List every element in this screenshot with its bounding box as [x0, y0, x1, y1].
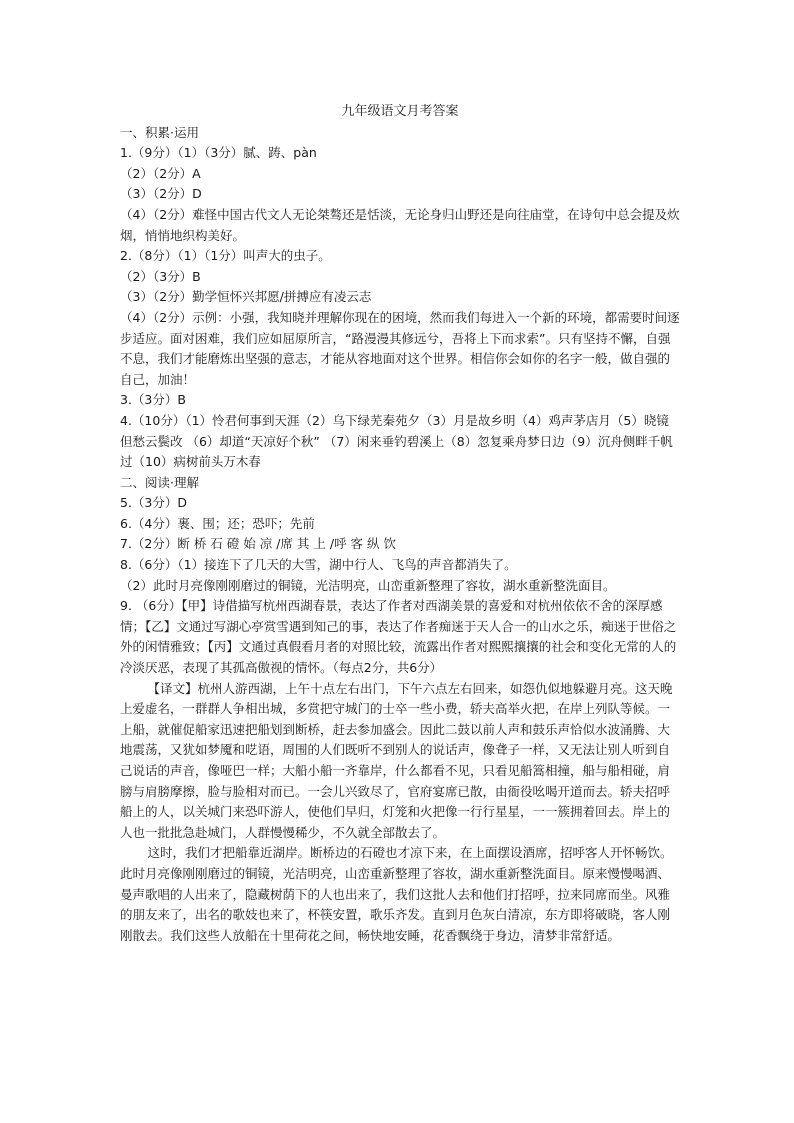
section-heading-2: 二、阅读·理解 — [120, 474, 199, 490]
answer-line: 1.（9分）（1）（3分）腻、踌、pàn — [120, 145, 317, 161]
answer-line: 3.（3分）B — [120, 392, 186, 408]
answer-paragraph: 4.（10分）（1）怜君何事到天涯（2）乌下绿芜秦苑夕（3）月是故乡明（4）鸡声茅店月（5）晓镜但愁云鬓改 （6）却道“天凉好个秋” （7）闲来垂钓碧溪上（8）忽复乘舟梦日边（9）沉舟侧畔千帆过（10）病树前头万木春 — [120, 412, 673, 470]
answer-sheet — [120, 102, 680, 946]
answer-line: 2.（8分）（1）（1分）叫声大的虫子。 — [120, 248, 331, 264]
answer-line: 6.（4分）裹、围；还；恐吓；先前 — [120, 515, 315, 531]
answer-line: 7.（2分）断 桥 石 磴 始 凉 /席 其 上 /呼 客 纵 饮 — [120, 536, 396, 552]
section-heading-1: 一、积累·运用 — [120, 124, 199, 140]
answer-line: （3）（2分）D — [120, 186, 202, 202]
answer-line: （3）（2分）勤学恒怀兴邦愿/拼搏应有凌云志 — [120, 289, 372, 305]
translation-paragraph: 这时，我们才把船靠近湖岸。断桥边的石磴也才凉下来，在上面摆设酒席，招呼客人开怀畅饮。此时月亮像刚刚磨过的铜镜，光洁明亮，山峦重新整理了容妆，湖水重新整洗面目。原来慢慢喝酒、曼声歌唱的人出来了，隐藏树荫下的人也出来了，我们这批人去和他们打招呼，拉来同席而坐。风雅的朋友来了，出名的歌妓也来了，杯筷安置，歌乐齐发。直到月色灰白清凉，东方即将破晓，客人刚刚散去。我们这些人放船在十里荷花之间，畅快地安睡，花香飘绕于身边，清梦非常舒适。 — [120, 845, 673, 943]
answer-paragraph: 9. （6分）【甲】诗借描写杭州西湖春景，表达了作者对西湖美景的喜爱和对杭州依依不舍的深厚感情；【乙】文通过写湖心亭赏雪遇到知己的事，表达了作者痴迷于天人合一的山水之乐，痴迷于世俗之外的闲情雅致；【丙】文通过真假看月者的对照比较，流露出作者对熙熙攘攘的社会和变化无常的人的冷淡厌恶，表现了其孤高傲视的情怀。（每点2分，共6分） — [120, 598, 677, 676]
answer-paragraph: （4）（2分）示例：小强，我知晓并理解你现在的困境，然而我们每进入一个新的环境，都需要时间逐步适应。面对困难，我们应如屈原所言，“路漫漫其修远兮，吾将上下而求索”。只有坚持不懈，自强不息，我们才能磨炼出坚强的意志，才能从容地面对这个世界。相信你会如你的名字一般，做自强的自己，加油！ — [120, 309, 680, 387]
answer-line: 8.（6分）（1）接连下了几天的大雪，湖中行人、飞鸟的声音都消失了。 — [120, 557, 517, 573]
page-title: 九年级语文月考答案 — [341, 104, 459, 119]
answer-line: （2）（2分）A — [120, 165, 201, 181]
answer-paragraph: （4）（2分）难怪中国古代文人无论桀骜还是恬淡，无论身归山野还是向往庙堂，在诗句中总会提及炊烟，悄悄地织构美好。 — [120, 206, 680, 243]
answer-line: （2）此时月亮像刚刚磨过的铜镜，光洁明亮，山峦重新整理了容妆，湖水重新整洗面目。 — [120, 577, 616, 593]
answer-line: 5.（3分）D — [120, 495, 188, 511]
translation-paragraph: 【译文】杭州人游西湖，上午十点左右出门，下午六点左右回来，如怨仇似地躲避月亮。这天晚上爱虚名，一群群人争相出城，多赏把守城门的士卒一些小费，轿夫高举火把，在岸上列队等候。一上船，就催促船家迅速把船划到断桥，赶去参加盛会。因此二鼓以前人声和鼓乐声恰似水波涌腾、大地震荡，又犹如梦魇和呓语，周围的人们既听不到别人的说话声，像聋子一样，又无法让别人听到自己说话的声音，像哑巴一样；大船小船一齐靠岸，什么都看不见，只看见船篙相撞，船与船相碰，肩膀与肩膀摩擦，脸与脸相对而已。一会儿兴致尽了，官府宴席已散，由衙役吆喝开道而去。轿夫招呼船上的人，以关城门来恐吓游人，使他们早归，灯笼和火把像一行行星星，一一簇拥着回去。岸上的人也一批批急赴城门，人群慢慢稀少，不久就全部散去了。 — [120, 680, 673, 840]
answer-line: （2）（3分）B — [120, 268, 201, 284]
